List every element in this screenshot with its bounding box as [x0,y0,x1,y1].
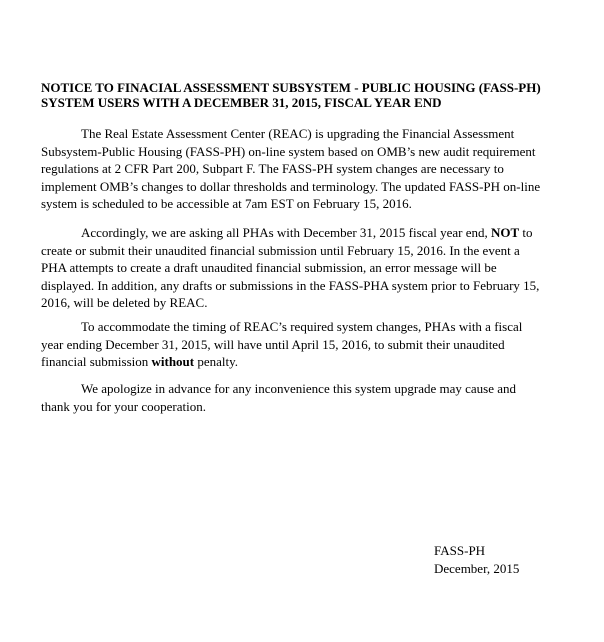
signature-block [434,542,594,577]
emphasis-not: NOT [490,225,520,240]
notice-title [41,80,581,110]
paragraph-line: To accommodate the timing of REAC’s required system changes, PHAs with a fiscal [81,319,523,334]
paragraph-system-upgrade [41,125,581,213]
title-line: SYSTEM USERS WITH A DECEMBER 31, 2015, FISCAL YEAR END [41,95,442,110]
paragraph-line: year ending December 31, 2015, will have until April 15, 2016, to submit their unaudited [41,336,505,352]
paragraph-line: We apologize in advance for any inconvenience this system upgrade may cause and [81,381,517,396]
text-run: to [519,225,533,240]
paragraph-line: 2016, will be deleted by REAC. [41,295,208,310]
paragraph-line: implement OMB’s changes to dollar thresholds and terminology. The updated FASS-PH on-line [41,178,541,194]
paragraph-line: system is scheduled to be accessible at 7am EST on February 15, 2016. [41,196,412,211]
paragraph-line [41,224,581,242]
paragraph-line [41,353,581,371]
paragraph-line: regulations at 2 CFR Part 200, Subpart F. The FASS-PH system changes are necessary to [41,161,504,176]
text-run: financial submission [41,354,152,369]
signature-org: FASS-PH [434,543,486,558]
paragraph-submission-request [41,224,581,312]
signature-date: December, 2015 [434,560,520,576]
paragraph-line: thank you for your cooperation. [41,398,206,414]
paragraph-line: Subsystem-Public Housing (FASS-PH) on-line system based on OMB’s new audit requirement [41,143,536,159]
paragraph-line: PHA attempts to create a draft unaudited financial submission, an error message will be [41,260,497,275]
text-run: Accordingly, we are asking all PHAs with December 31, 2015 fiscal year end, [81,225,491,240]
paragraph-line: create or submit their unaudited financial submission until February 15, 2016. In the event a [41,242,520,258]
text-run: penalty. [194,354,239,369]
paragraph-line: The Real Estate Assessment Center (REAC) is upgrading the Financial Assessment [81,126,515,141]
paragraph-apology [41,380,581,415]
paragraph-deadline-extension [41,318,581,371]
paragraph-line: displayed. In addition, any drafts or submissions in the FASS-PHA system prior to February 15, [41,277,540,293]
emphasis-without: without [151,354,195,369]
title-line: NOTICE TO FINACIAL ASSESSMENT SUBSYSTEM - PUBLIC HOUSING (FASS-PH) [41,80,541,95]
